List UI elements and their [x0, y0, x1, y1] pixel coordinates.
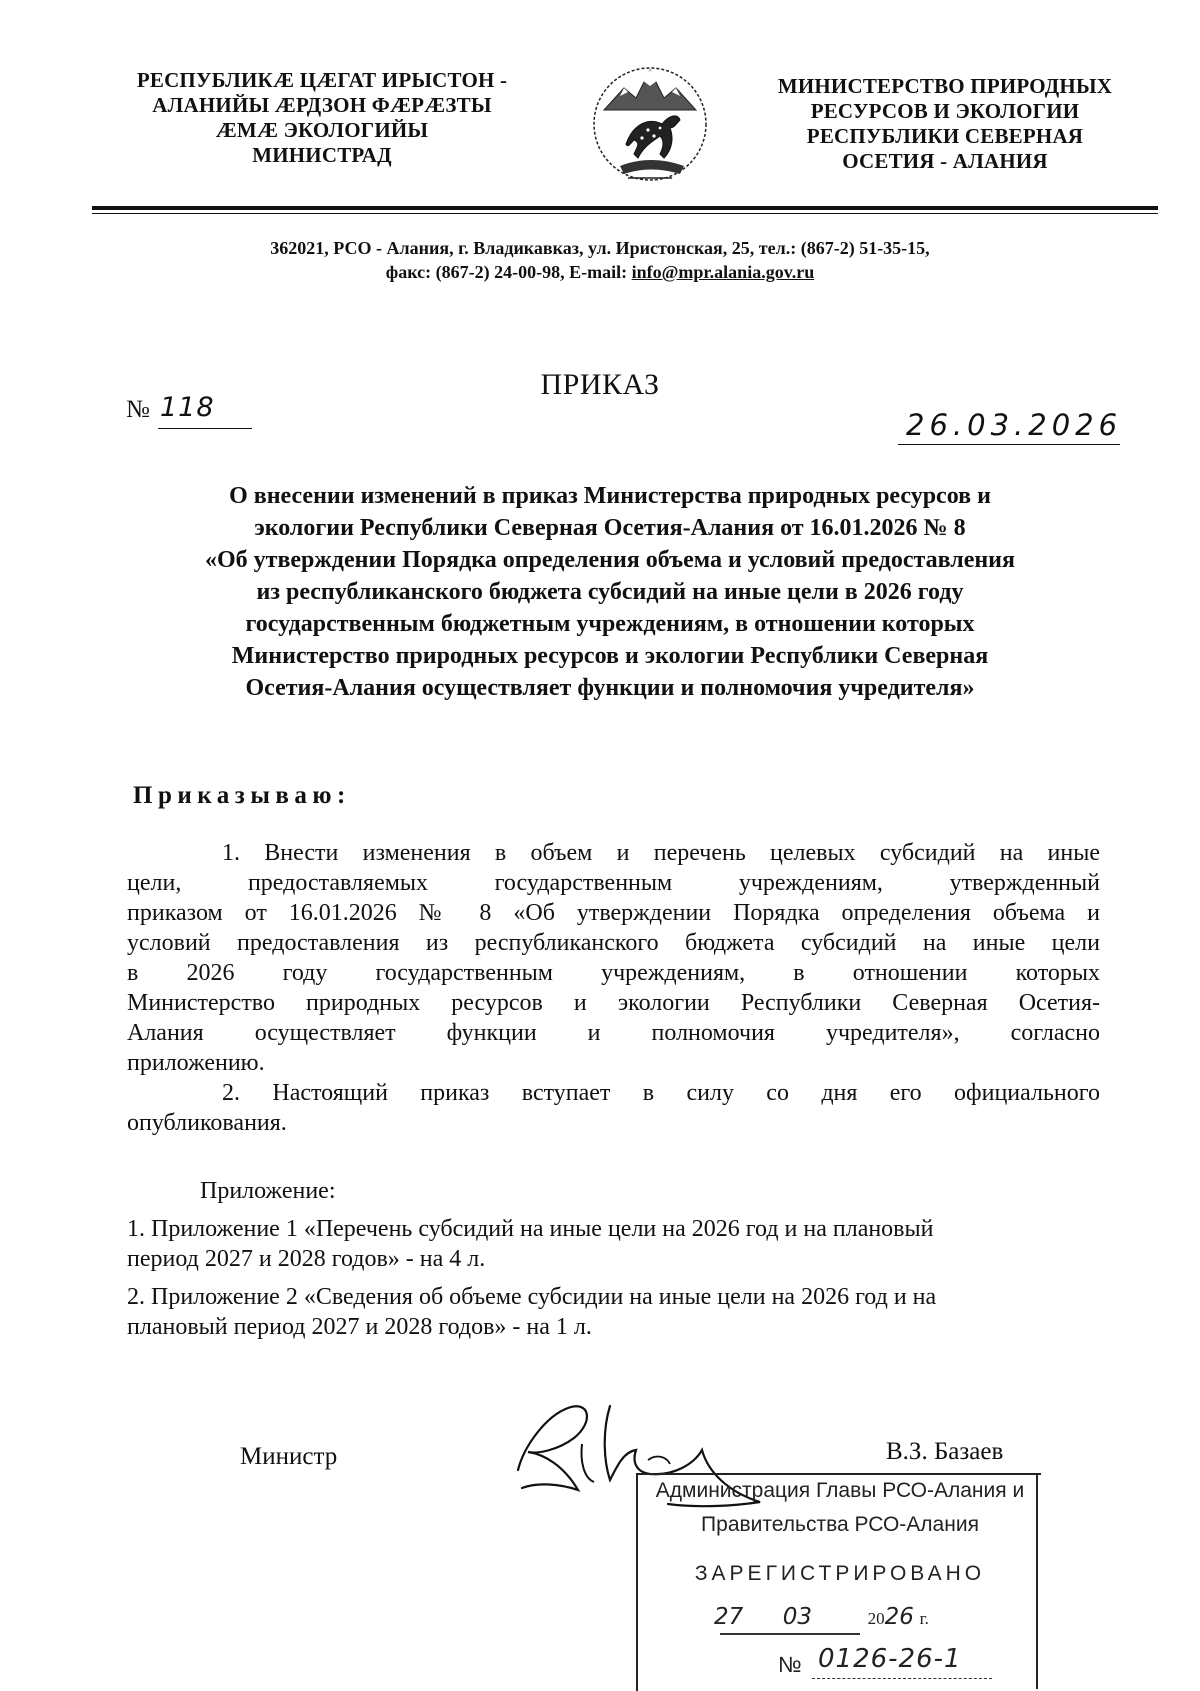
appendix-line: период 2027 и 2028 годов» - на 4 л.	[127, 1246, 486, 1272]
stamp-number-sign: №	[778, 1652, 802, 1677]
stamp-year-suffix: 26	[884, 1604, 914, 1630]
order-directive: Приказываю:	[133, 782, 351, 809]
paragraph-1-line: в 2026 году государственным учреждениям, в отношении которых	[127, 960, 1100, 986]
stamp-year-prefix: 20	[867, 1609, 885, 1628]
subject-line: Министерство природных ресурсов и экологии Республики Северная	[231, 643, 989, 669]
coat-of-arms-emblem	[590, 62, 710, 192]
subject-line: «Об утверждении Порядка определения объема и условий предоставления	[204, 547, 1015, 573]
paragraph-1-line: приказом от 16.01.2026 № 8 «Об утверждении Порядка определения объема и	[127, 900, 1100, 926]
appendix-line: плановый период 2027 и 2028 годов» - на 1 л.	[127, 1314, 592, 1340]
appendix-line: 2. Приложение 2 «Сведения об объеме субсидии на иные цели на 2026 год и на	[127, 1284, 937, 1310]
header-right-line: ОСЕТИЯ - АЛАНИЯ	[842, 149, 1048, 173]
header-left-line: ÆМÆ ЭКОЛОГИЙЫ	[215, 118, 429, 142]
stamp-registered-label: ЗАРЕГИСТРИРОВАНО	[694, 1562, 986, 1585]
header-right-russian	[745, 74, 1145, 174]
appendix-heading: Приложение:	[200, 1178, 336, 1204]
email-link[interactable]: info@mpr.alania.gov.ru	[631, 262, 815, 282]
stamp-registration-date	[714, 1604, 929, 1630]
subject-line: Осетия-Алания осуществляет функции и полномочия учредителя»	[245, 675, 975, 701]
paragraph-1-line: Алания осуществляет функции и полномочия учредителя», согласно	[127, 1020, 1100, 1046]
contact-line	[0, 260, 1200, 284]
paragraph-1-line: условий предоставления из республиканского бюджета субсидий на иные цели	[127, 930, 1100, 956]
signatory-name: В.З. Базаев	[886, 1438, 1004, 1465]
fax-text: факс: (867-2) 24-00-98, E-mail:	[385, 262, 632, 282]
signatory-title: Министр	[240, 1443, 338, 1470]
subject-line: государственным бюджетным учреждениям, в отношении которых	[245, 611, 975, 637]
order-number-sign: №	[126, 396, 150, 423]
address-line: 362021, РСО - Алания, г. Владикавказ, ул. Иристонская, 25, тел.: (867-2) 51-35-15,	[270, 238, 930, 258]
header-left-ossetian	[112, 68, 532, 168]
stamp-authority-line: Правительства РСО-Алания	[701, 1513, 979, 1536]
header-left-line: РЕСПУБЛИКÆ ЦÆГАТ ИРЫСТОН -	[136, 68, 508, 92]
subject-line: О внесении изменений в приказ Министерства природных ресурсов и	[229, 483, 991, 509]
document-title: ПРИКАЗ	[540, 368, 660, 401]
order-number-underline	[158, 428, 252, 429]
header-left-line: АЛАНИЙЫ ÆРДЗОН ФÆРÆЗТЫ	[152, 93, 492, 117]
header-right-line: РЕСУРСОВ И ЭКОЛОГИИ	[810, 99, 1080, 123]
paragraph-1-line: приложению.	[127, 1050, 265, 1076]
paragraph-1-line: 1. Внести изменения в объем и перечень целевых субсидий на иные	[222, 840, 1100, 866]
header-right-line: РЕСПУБЛИКИ СЕВЕРНАЯ	[806, 124, 1084, 148]
paragraph-1-line: Министерство природных ресурсов и экологии Республики Северная Осетия-	[127, 990, 1100, 1016]
stamp-number-underline	[812, 1678, 992, 1680]
header-divider-thick	[92, 206, 1158, 210]
stamp-authority-line: Администрация Главы РСО-Алания и	[655, 1479, 1025, 1502]
stamp-month: 03	[782, 1604, 813, 1630]
paragraph-2-line: опубликования.	[127, 1110, 287, 1136]
paragraph-2-line: 2. Настоящий приказ вступает в силу со дня его официального	[222, 1080, 1100, 1106]
order-date-underline	[898, 444, 1120, 445]
order-number: 118	[160, 392, 215, 423]
subject-line: экологии Республики Северная Осетия-Алания от 16.01.2026 № 8	[254, 515, 966, 541]
appendix-line: 1. Приложение 1 «Перечень субсидий на иные цели на 2026 год и на плановый	[127, 1216, 934, 1242]
paragraph-1-line: цели, предоставляемых государственным учреждениям, утвержденный	[127, 870, 1100, 896]
stamp-year-unit: г.	[919, 1609, 929, 1628]
stamp-date-underline	[720, 1633, 860, 1635]
stamp-registration-number: 0126-26-1	[818, 1644, 962, 1674]
stamp-day: 27	[714, 1604, 744, 1630]
subject-line: из республиканского бюджета субсидий на иные цели в 2026 году	[256, 579, 964, 605]
order-date: 26.03.2026	[906, 408, 1123, 442]
header-divider-thin	[92, 213, 1158, 214]
header-right-line: МИНИСТЕРСТВО ПРИРОДНЫХ	[777, 74, 1113, 98]
header-left-line: МИНИСТРАД	[252, 143, 392, 167]
